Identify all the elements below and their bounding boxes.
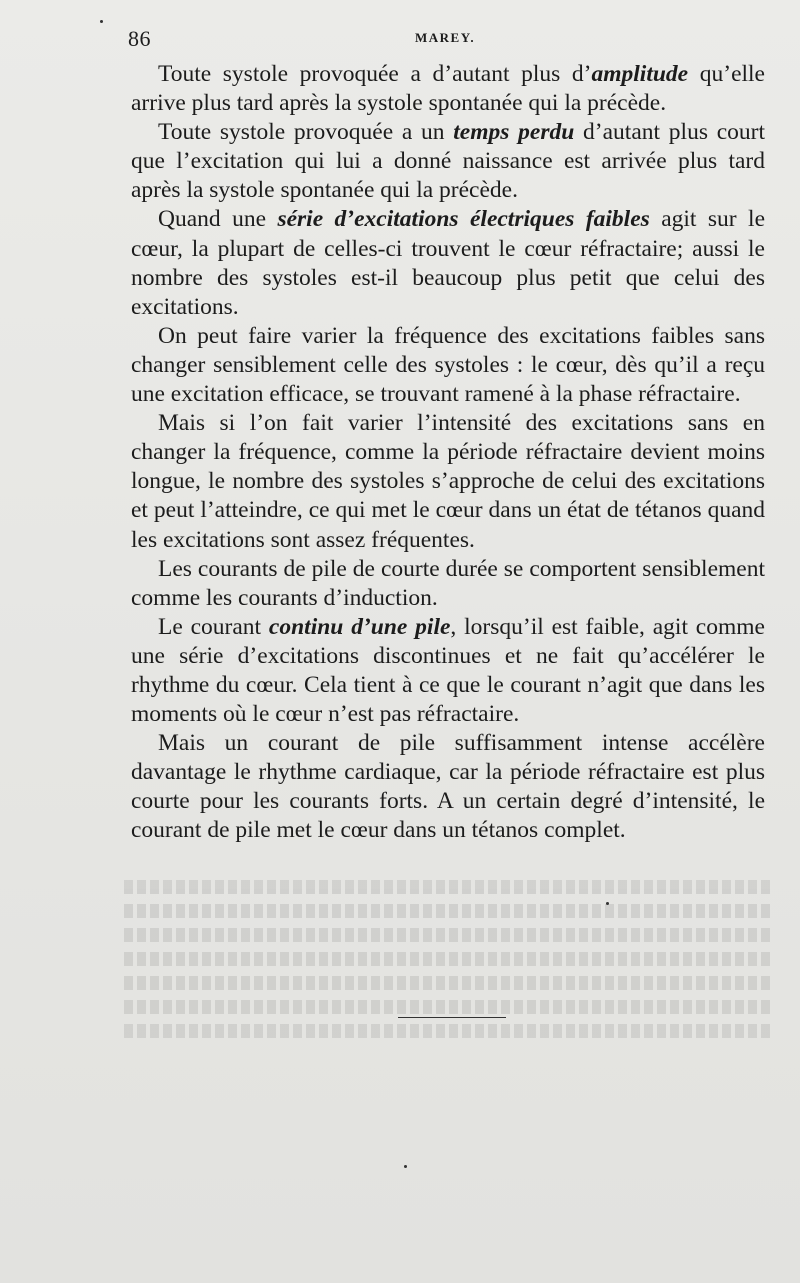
running-head: MAREY. <box>415 30 476 45</box>
print-speck <box>606 902 609 905</box>
body-text <box>131 60 765 846</box>
paragraph <box>131 729 765 845</box>
text-run: Toute systole provoquée a un <box>158 119 454 146</box>
print-speck <box>100 20 103 23</box>
text-run: qu’elle arrive plus tard après la systole spontanée qui la précède. <box>131 61 765 117</box>
text-run: Les courants de pile de courte durée se comportent sensiblement comme les courants d’induction. <box>131 555 765 611</box>
text-run: On peut faire varier la fréquence des excitations faibles sans changer sensiblement celle des systoles : le cœur, dès qu’il a reçu une excitation efficace, se trouvant ramené à la phase réfractaire. <box>131 322 765 408</box>
italic-phrase: série d’excitations électriques faibles <box>277 206 650 233</box>
text-run: Toute systole provoquée a d’autant plus d’ <box>158 61 592 87</box>
text-run: Mais un courant de pile suffisamment intense accélère davantage le rhythme cardiaque, car la période réfractaire est plus courte pour les courants forts. A un certain degré d’intensité, le courant de pile met le cœur dans un tétanos complet. <box>131 730 765 844</box>
paragraph <box>131 118 765 205</box>
italic-phrase: continu d’une pile <box>268 613 451 640</box>
section-divider <box>398 1017 506 1018</box>
italic-phrase: temps perdu <box>453 119 575 146</box>
italic-phrase: amplitude <box>591 61 689 87</box>
text-run: Quand une <box>158 206 278 233</box>
paragraph <box>131 409 765 554</box>
page-number: 86 <box>128 26 151 51</box>
page-header <box>128 26 768 50</box>
paragraph <box>131 322 765 409</box>
paragraph <box>131 555 765 613</box>
text-run: d’autant plus court que l’excitation qui lui a donné naissance est arrivée plus tard après la systole spontanée qui la précède. <box>131 119 765 204</box>
text-run: agit sur le cœur, la plupart de celles-ci trouvent le cœur réfractaire; aussi le nombre des systoles est-il beaucoup plus petit que celui des excitations. <box>131 206 765 320</box>
paragraph <box>131 613 765 729</box>
paragraph <box>131 205 765 321</box>
text-run: , lorsqu’il est faible, agit comme une série d’excitations discontinues et ne fait qu’accélérer le rhythme du cœur. Cela tient à ce que le courant n’agit que dans les moments où le cœur n’est pas réfractaire. <box>131 613 765 728</box>
print-speck <box>404 1165 407 1168</box>
paragraph <box>131 60 765 118</box>
text-run: Mais si l’on fait varier l’intensité des excitations sans en changer la fréquence, comme la période réfractaire devient moins longue, le nombre des systoles s’approche de celui des excitations et peut l’atteindre, ce qui met le cœur dans un état de tétanos quand les excitations sont assez fréquentes. <box>131 410 765 553</box>
text-run: Le courant <box>158 613 269 640</box>
show-through-texture <box>120 880 770 1048</box>
